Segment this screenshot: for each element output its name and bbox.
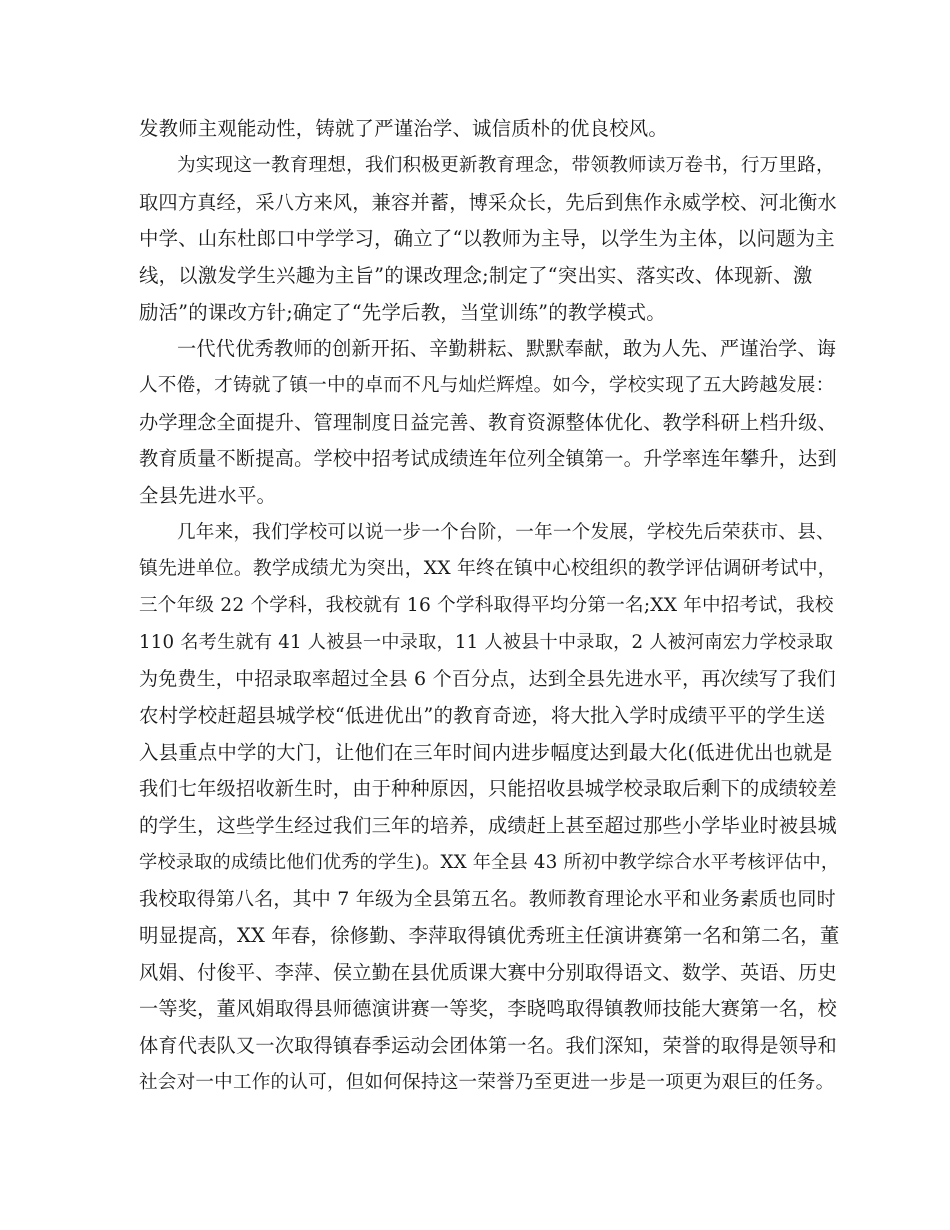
text-line: 线，以激发学生兴趣为主旨”的课改理念;制定了“突出实、落实改、体现新、激 [139, 264, 813, 287]
text-line: 我校取得第八名，其中 7 年级为全县第五名。教师教育理论水平和业务素质也同时 [139, 888, 836, 910]
text-line: 几年来，我们学校可以说一步一个台阶，一年一个发展，学校先后荣获市、县、 [177, 522, 835, 543]
text-line: 入县重点中学的大门，让他们在三年时间内进步幅度达到最大化(低进优出也就是 [139, 741, 833, 764]
text-line: 社会对一中工作的认可，但如何保持这一荣誉乃至更进一步是一项更为艰巨的任务。 [139, 1072, 835, 1093]
text-line: 励活”的课改方针;确定了“先学后教，当堂训练”的教学模式。 [139, 301, 666, 324]
text-line: 全县先进水平。 [139, 484, 277, 507]
text-line: 一等奖，董风娟取得县师德演讲赛一等奖，李晓鸣取得镇教师技能大赛第一名，校 [139, 997, 837, 1020]
text-line: 为免费生，中招录取率超过全县 6 个百分点，达到全县先进水平，再次续写了我们 [139, 668, 836, 690]
text-line: 取四方真经，采八方来风，兼容并蓄，博采众长，先后到焦作永威学校、河北衡水 [139, 191, 837, 214]
text-line: 学校录取的成绩比他们优秀的学生)。XX 年全县 43 所初中教学综合水平考核评估中， [139, 852, 840, 873]
text-line: 为实现这一教育理想，我们积极更新教育理念，带领教师读万卷书，行万里路， [177, 155, 835, 176]
text-line: 明显提高，XX 年春，徐修勤、李萍取得镇优秀班主任演讲赛第一名和第二名，董 [139, 924, 840, 947]
text-line: 的学生，这些学生经过我们三年的培养，成绩赶上甚至超过那些小学毕业时被县城 [139, 814, 837, 837]
text-line: 教育质量不断提高。学校中招考试成绩连年位列全镇第一。升学率连年攀升，达到 [139, 447, 837, 470]
text-line: 风娟、付俊平、李萍、侯立勤在县优质课大赛中分别取得语文、数学、英语、历史 [139, 961, 837, 984]
text-line: 人不倦，才铸就了镇一中的卓而不凡与灿烂辉煌。如今，学校实现了五大跨越发展： [139, 375, 835, 396]
text-line: 中学、山东杜郎口中学学习，确立了“以教师为主导，以学生为主体，以问题为主 [139, 227, 835, 250]
text-line: 我们七年级招收新生时，由于种种原因，只能招收县城学校录取后剩下的成绩较差 [139, 777, 837, 800]
text-line: 三个年级 22 个学科，我校就有 16 个学科取得平均分第一名;XX 年中招考试，我校 [139, 595, 834, 616]
text-line: 发教师主观能动性，铸就了严谨治学、诚信质朴的优良校风。 [139, 117, 668, 140]
text-line: 办学理念全面提升、管理制度日益完善、教育资源整体优化、教学科研上档升级、 [139, 411, 837, 434]
text-line: 农村学校赶超县城学校“低进优出”的教育奇迹，将大批入学时成绩平平的学生送 [139, 704, 826, 727]
text-line: 一代代优秀教师的创新开拓、辛勤耕耘、默默奉献，敢为人先、严谨治学、诲 [177, 337, 837, 360]
text-line: 镇先进单位。教学成绩尤为突出，XX 年终在镇中心校组织的教学评估调研考试中， [139, 558, 837, 579]
text-line: 110 名考生就有 41 人被县一中录取，11 人被县十中录取，2 人被河南宏力学校录取 [139, 632, 834, 653]
text-line: 体育代表队又一次取得镇春季运动会团体第一名。我们深知，荣誉的取得是领导和 [139, 1034, 837, 1057]
